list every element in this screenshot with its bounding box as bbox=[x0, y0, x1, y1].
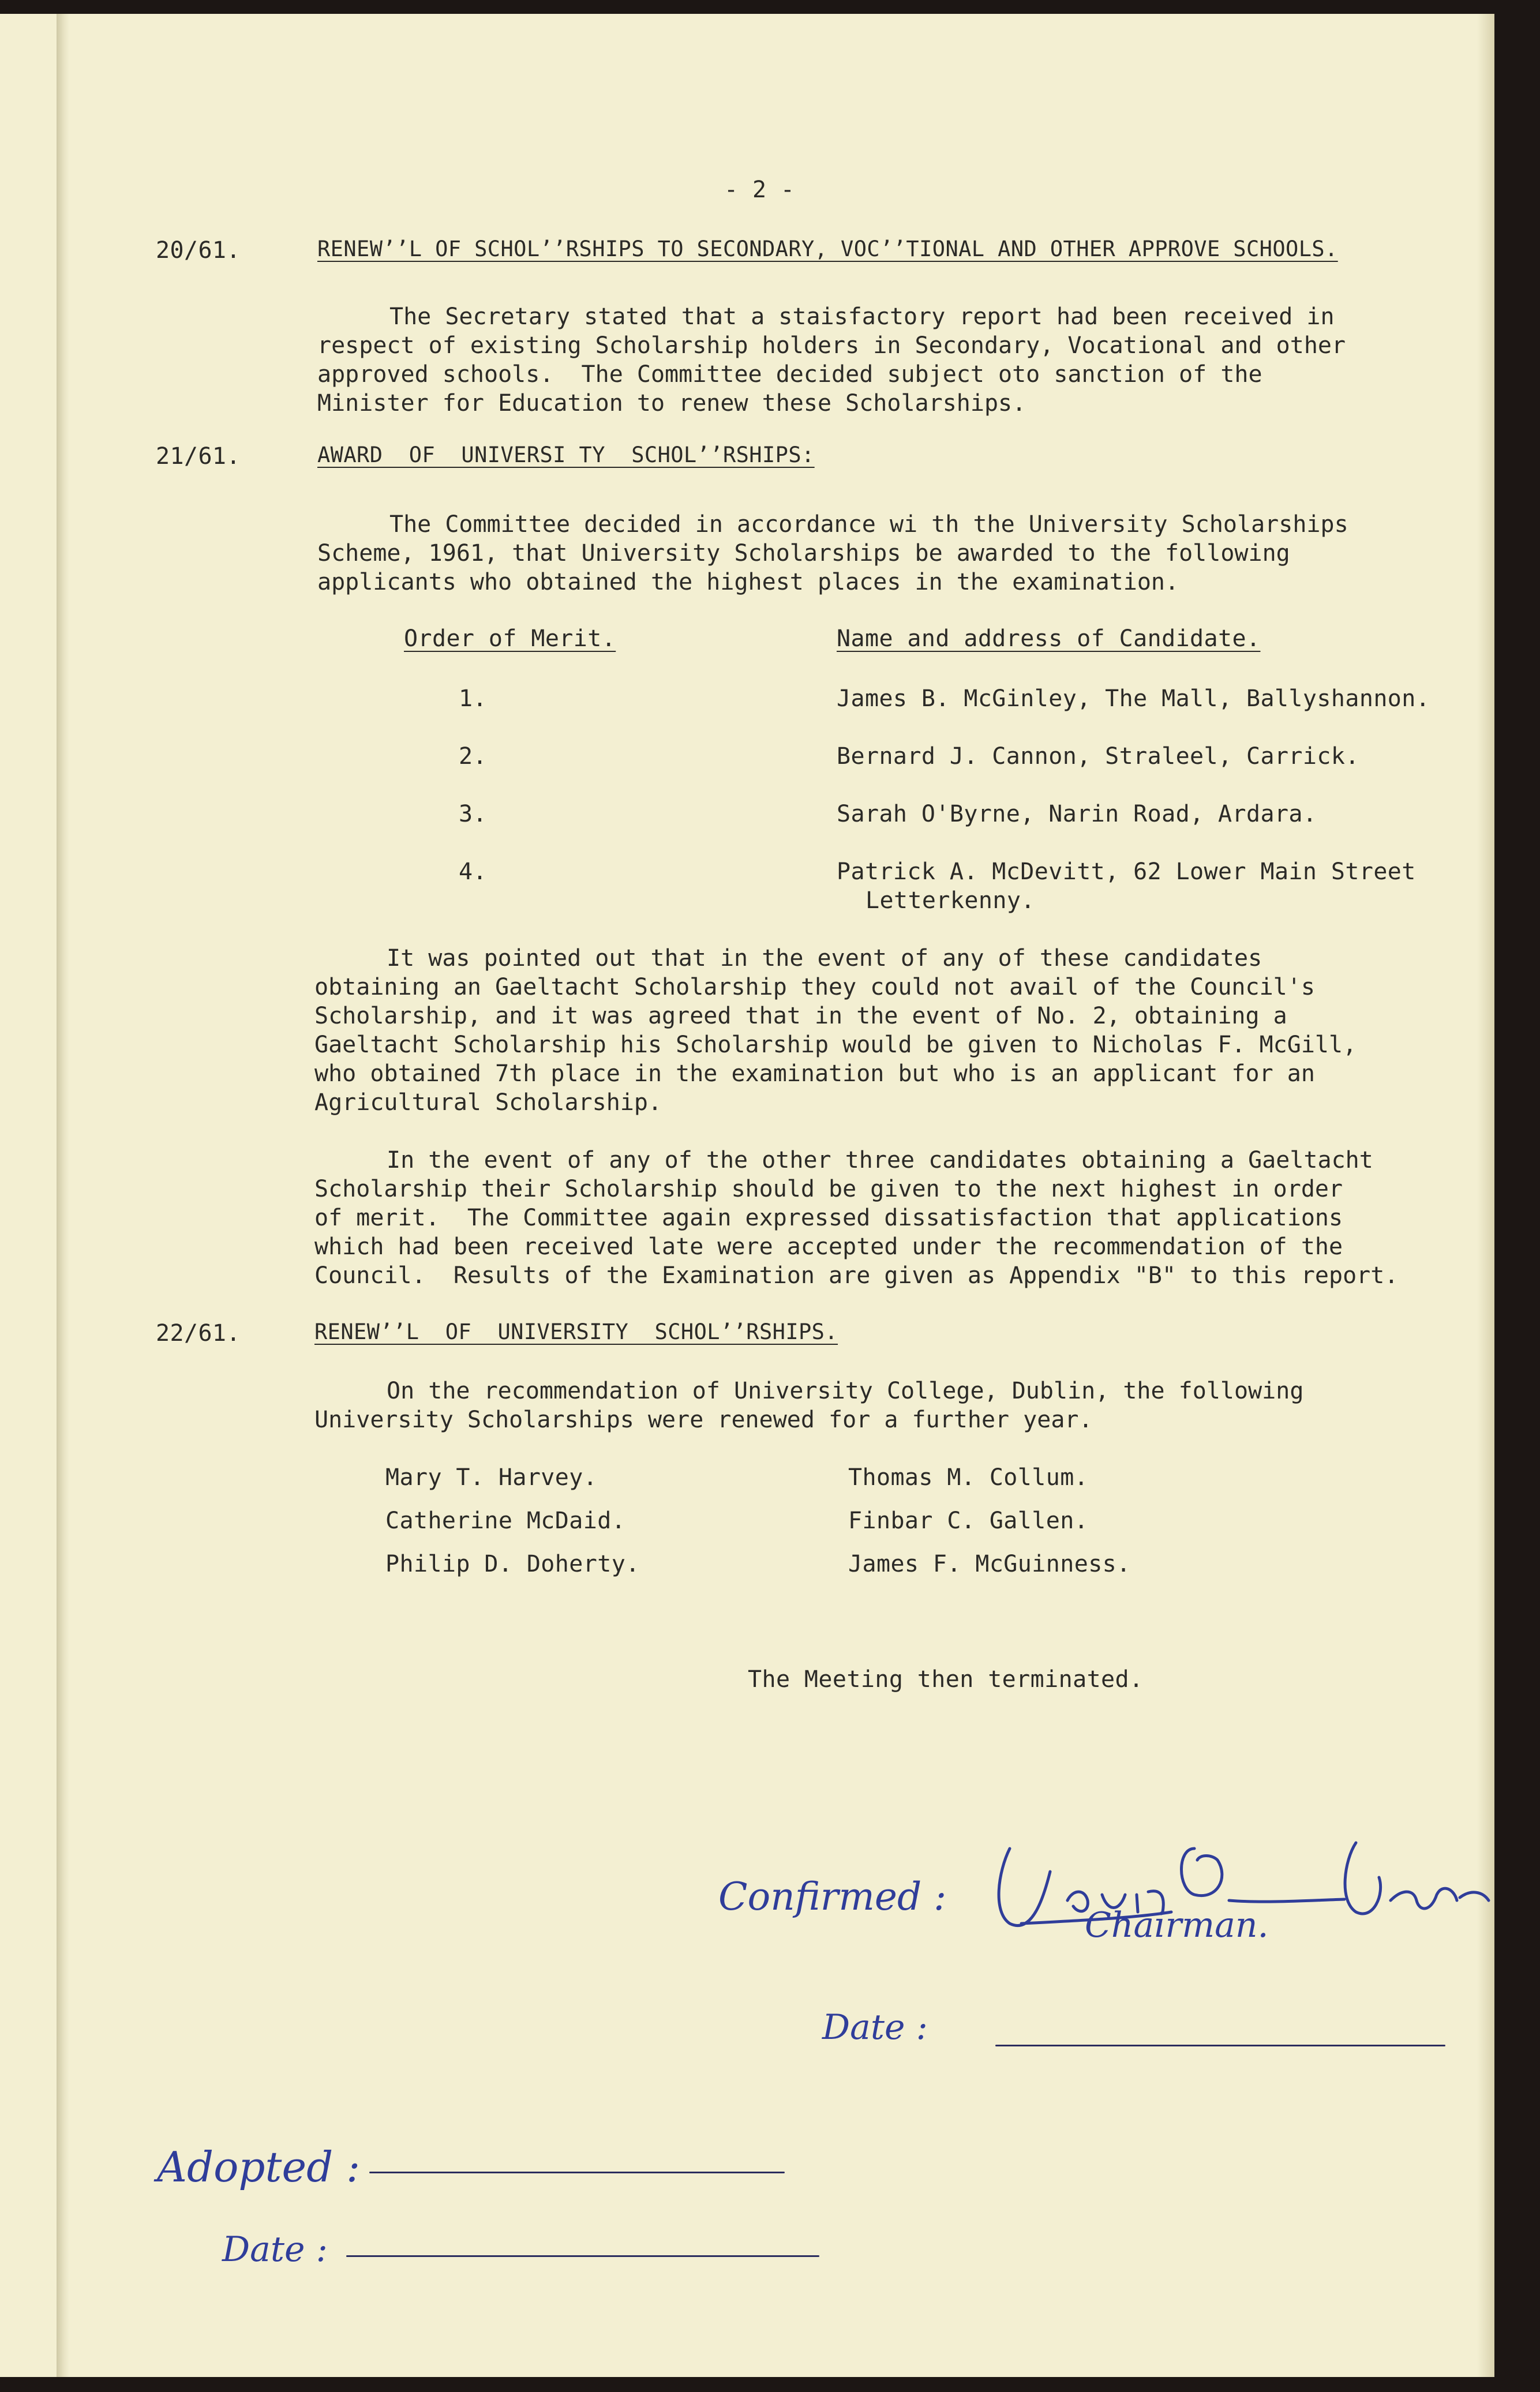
section-heading: RENEW’’L OF UNIVERSITY SCHOL’’RSHIPS. bbox=[314, 1319, 838, 1344]
adopted-signature-line bbox=[369, 2172, 785, 2173]
merit-order: 3. bbox=[459, 801, 487, 827]
page-number: - 2 - bbox=[724, 177, 795, 203]
candidate-name: Sarah O'Byrne, Narin Road, Ardara. bbox=[837, 801, 1317, 827]
section-number: 22/61. bbox=[156, 1320, 241, 1347]
date-handwriting: Date : bbox=[822, 2007, 928, 2048]
scholar-name: Philip D. Doherty. bbox=[385, 1551, 640, 1577]
section-number: 20/61. bbox=[156, 237, 241, 264]
section-number: 21/61. bbox=[156, 443, 241, 470]
candidate-name-continued: Letterkenny. bbox=[865, 887, 1035, 914]
document-page bbox=[0, 14, 1494, 2377]
confirmed-handwriting: Confirmed : bbox=[718, 1874, 947, 1919]
section-paragraph: The Committee decided in accordance wi th the University Scholarships Scheme, 1961, that University Scholarships be awarded to the following applicants who obtained the highest places in the examination. bbox=[317, 511, 1348, 595]
candidate-name: James B. McGinley, The Mall, Ballyshannon. bbox=[837, 685, 1430, 712]
chairman-label: Chairman. bbox=[1085, 1905, 1269, 1945]
adopted-handwriting: Adopted : bbox=[157, 2143, 361, 2191]
merit-order: 1. bbox=[459, 685, 487, 712]
scholar-name: Catherine McDaid. bbox=[385, 1508, 626, 1534]
candidate-name: Bernard J. Cannon, Straleel, Carrick. bbox=[837, 743, 1359, 770]
section-paragraph: On the recommendation of University College, Dublin, the following University Scholarships were renewed for a further year. bbox=[314, 1378, 1304, 1433]
date-handwriting: Date : bbox=[222, 2229, 328, 2270]
scholar-name: Mary T. Harvey. bbox=[385, 1464, 598, 1491]
section-paragraph: It was pointed out that in the event of any of these candidates obtaining an Gaeltacht Scholarship they could not avail of the Council's Scholarship, and it was agreed that in the event of No. 2, obtaining a Gaeltacht Scholarship his Scholarship would be given to Nicholas F. McGill, who obtained 7th place in the examination but who is an applicant for an Agricultural Scholarship. bbox=[314, 945, 1357, 1116]
scholar-name: Finbar C. Gallen. bbox=[848, 1508, 1089, 1534]
candidate-name: Patrick A. McDevitt, 62 Lower Main Street bbox=[837, 858, 1416, 885]
section-paragraph: The Secretary stated that a staisfactory report had been received in respect of existing Scholarship holders in Secondary, Vocational and other approved schools. The Committee decided subject oto sanction of the Minister for Education to renew these Scholarships. bbox=[317, 303, 1346, 417]
date-signature-line bbox=[995, 2045, 1445, 2046]
section-paragraph: In the event of any of the other three candidates obtaining a Gaeltacht Scholarship their Scholarship should be given to the next highest in order of merit. The Committee again expressed dissatisfaction that applications which had been received late were accepted under the recommendation of the Council. Results of the Examination are given as Appendix "B" to this report. bbox=[314, 1147, 1399, 1289]
name-column-header: Name and address of Candidate. bbox=[837, 625, 1261, 652]
section-heading: RENEW’’L OF SCHOL’’RSHIPS TO SECONDARY, VOC’’TIONAL AND OTHER APPROVE SCHOOLS. bbox=[317, 237, 1338, 261]
date-signature-line bbox=[346, 2255, 819, 2257]
merit-order: 4. bbox=[459, 858, 487, 885]
section-heading: AWARD OF UNIVERSI TY SCHOL’’RSHIPS: bbox=[317, 443, 815, 467]
merit-order: 2. bbox=[459, 743, 487, 770]
scholar-name: Thomas M. Collum. bbox=[848, 1464, 1089, 1491]
scholar-name: James F. McGuinness. bbox=[848, 1551, 1131, 1577]
merit-column-header: Order of Merit. bbox=[404, 625, 616, 652]
closing-statement: The Meeting then terminated. bbox=[748, 1666, 1144, 1693]
page-edge bbox=[1477, 14, 1494, 2377]
binding-shadow bbox=[57, 14, 69, 2377]
